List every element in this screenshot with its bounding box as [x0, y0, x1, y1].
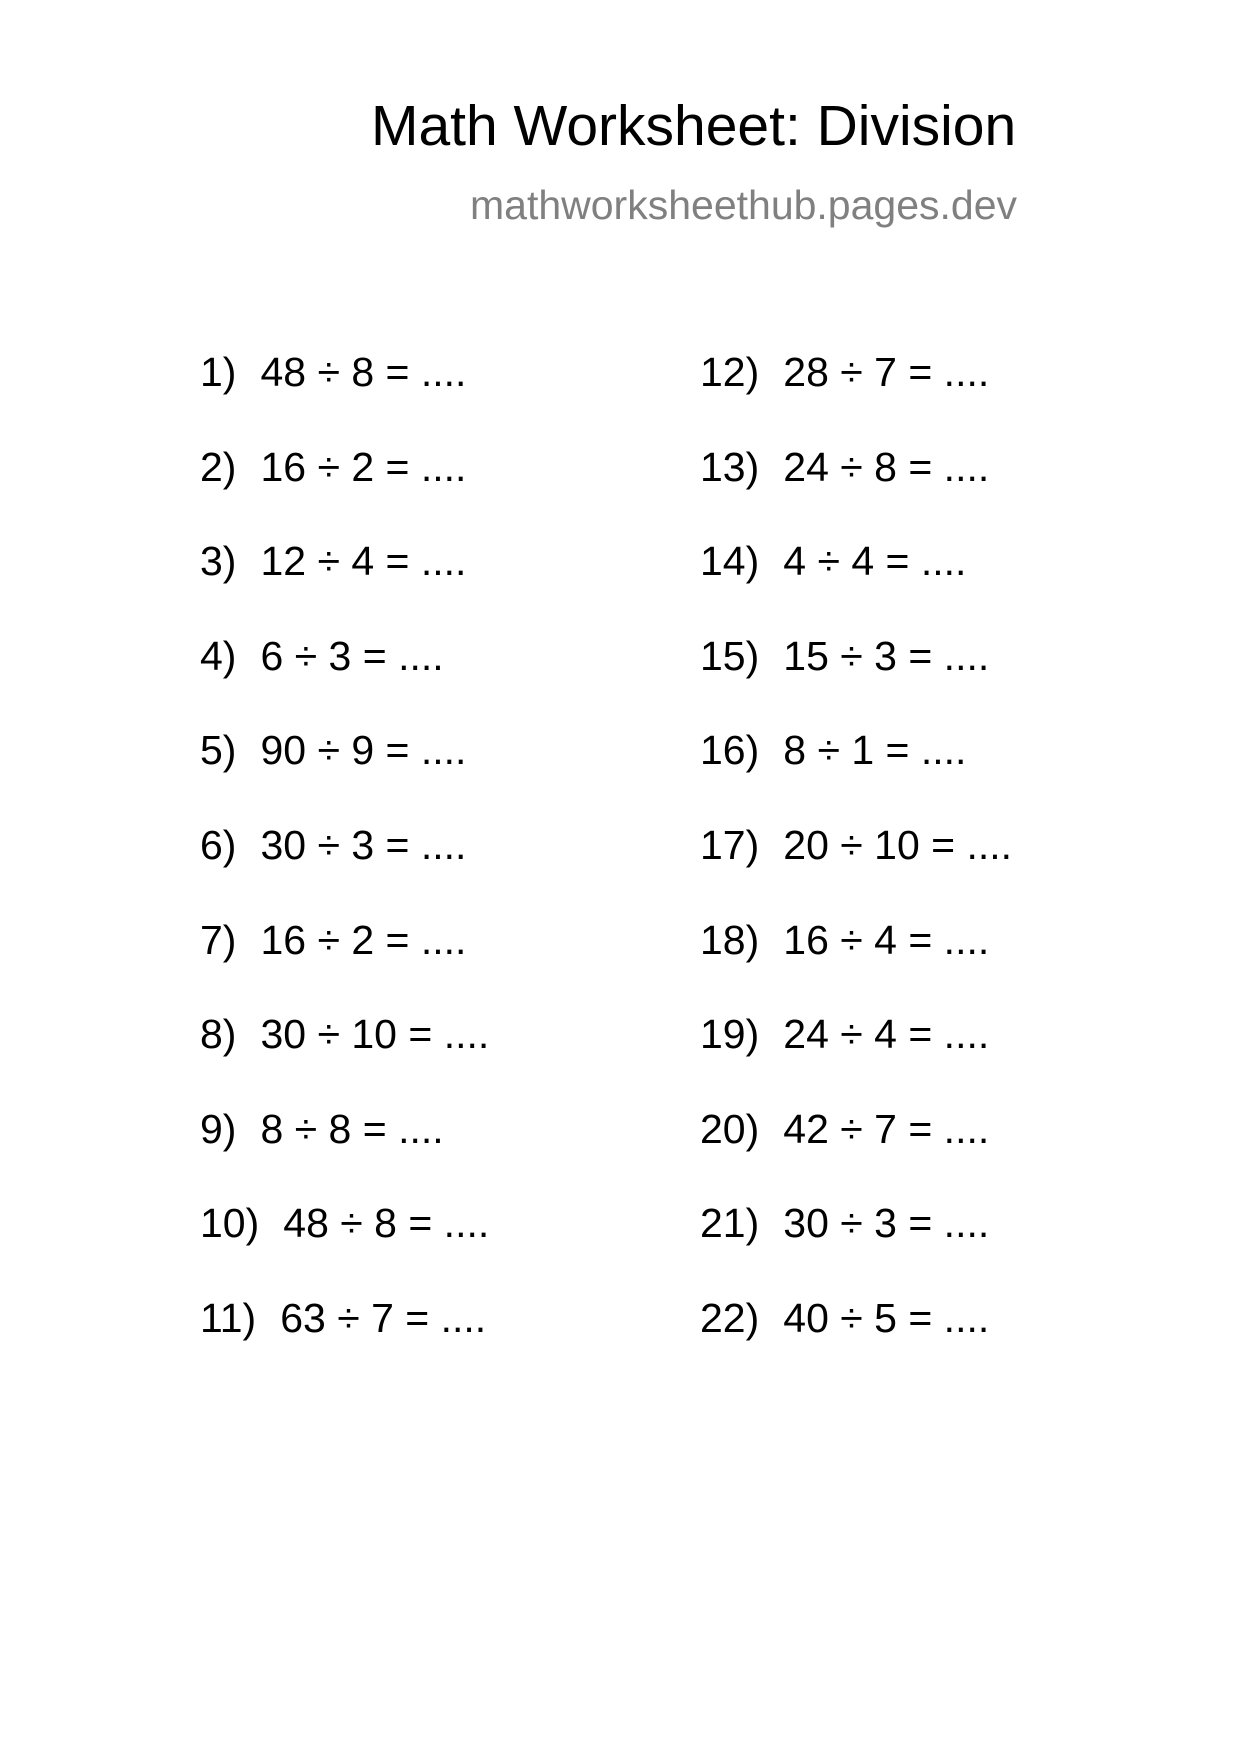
problem-item [700, 349, 1012, 447]
problem-expression: 16 ÷ 4 = .... [783, 916, 990, 963]
problem-number: 16) [700, 727, 760, 774]
problem-number: 3) [200, 538, 237, 585]
problem-item [700, 443, 1012, 542]
problem-expression: 6 ÷ 3 = .... [260, 632, 444, 679]
problem-expression: 8 ÷ 8 = .... [260, 1105, 444, 1152]
problem-expression: 12 ÷ 4 = .... [260, 538, 467, 585]
problem-item [200, 443, 489, 542]
problem-number: 1) [200, 349, 237, 395]
problem-expression: 30 ÷ 3 = .... [783, 1200, 990, 1247]
problem-expression: 48 ÷ 8 = .... [260, 349, 467, 395]
problem-item [200, 538, 489, 636]
problem-expression: 30 ÷ 3 = .... [260, 821, 467, 868]
problem-expression: 20 ÷ 10 = .... [783, 821, 1013, 868]
problem-number: 18) [700, 916, 760, 963]
problem-item [200, 727, 489, 825]
problem-number: 4) [200, 632, 237, 679]
problem-expression: 63 ÷ 7 = .... [280, 1294, 487, 1341]
problem-number: 13) [700, 443, 760, 490]
problem-item [200, 1200, 490, 1298]
problem-expression: 8 ÷ 1 = .... [783, 727, 967, 774]
problem-item [700, 1200, 1012, 1298]
problem-number: 5) [200, 727, 237, 774]
problem-expression: 16 ÷ 2 = .... [260, 916, 467, 963]
problem-number: 10) [200, 1200, 260, 1247]
problem-item [200, 821, 489, 920]
problem-item [200, 916, 489, 1015]
problem-number: 12) [700, 349, 760, 395]
problem-item [700, 821, 1013, 920]
problem-item [700, 632, 1012, 731]
problem-item [200, 1105, 489, 1204]
problem-item [200, 349, 489, 447]
problem-expression: 40 ÷ 5 = .... [783, 1294, 990, 1341]
problem-column-right [700, 349, 1013, 1393]
problem-number: 15) [700, 632, 760, 679]
problem-number: 2) [200, 443, 237, 490]
problem-expression: 28 ÷ 7 = .... [783, 349, 990, 395]
problem-number: 9) [200, 1105, 237, 1152]
problem-item [700, 1105, 1012, 1204]
problem-expression: 30 ÷ 10 = .... [260, 1011, 490, 1058]
problem-column-left [200, 349, 490, 1393]
problem-number: 21) [700, 1200, 760, 1247]
problem-expression: 24 ÷ 4 = .... [783, 1011, 990, 1058]
problem-number: 19) [700, 1011, 760, 1058]
problem-item [700, 1294, 1012, 1393]
problem-item [700, 1011, 1012, 1109]
problem-number: 8) [200, 1011, 237, 1058]
problem-number: 20) [700, 1105, 760, 1152]
problem-item [700, 727, 1012, 825]
problem-number: 7) [200, 916, 237, 963]
problem-item [700, 538, 1012, 636]
worksheet-source-url: mathworksheethub.pages.dev [470, 182, 1018, 228]
problem-number: 22) [700, 1294, 760, 1341]
worksheet-title: Math Worksheet: Division [371, 94, 1017, 158]
problem-expression: 4 ÷ 4 = .... [783, 538, 967, 585]
problem-number: 6) [200, 821, 237, 868]
problem-expression: 90 ÷ 9 = .... [260, 727, 467, 774]
problem-expression: 48 ÷ 8 = .... [283, 1200, 490, 1247]
problem-item [700, 916, 1012, 1015]
problem-expression: 16 ÷ 2 = .... [260, 443, 467, 490]
problem-expression: 42 ÷ 7 = .... [783, 1105, 990, 1152]
problem-number: 17) [700, 821, 760, 868]
problem-item [200, 632, 489, 731]
problem-number: 14) [700, 538, 760, 585]
problem-expression: 15 ÷ 3 = .... [783, 632, 990, 679]
problem-item [200, 1011, 490, 1109]
problem-expression: 24 ÷ 8 = .... [783, 443, 990, 490]
problem-number: 11) [200, 1294, 257, 1341]
problem-item [200, 1294, 489, 1393]
